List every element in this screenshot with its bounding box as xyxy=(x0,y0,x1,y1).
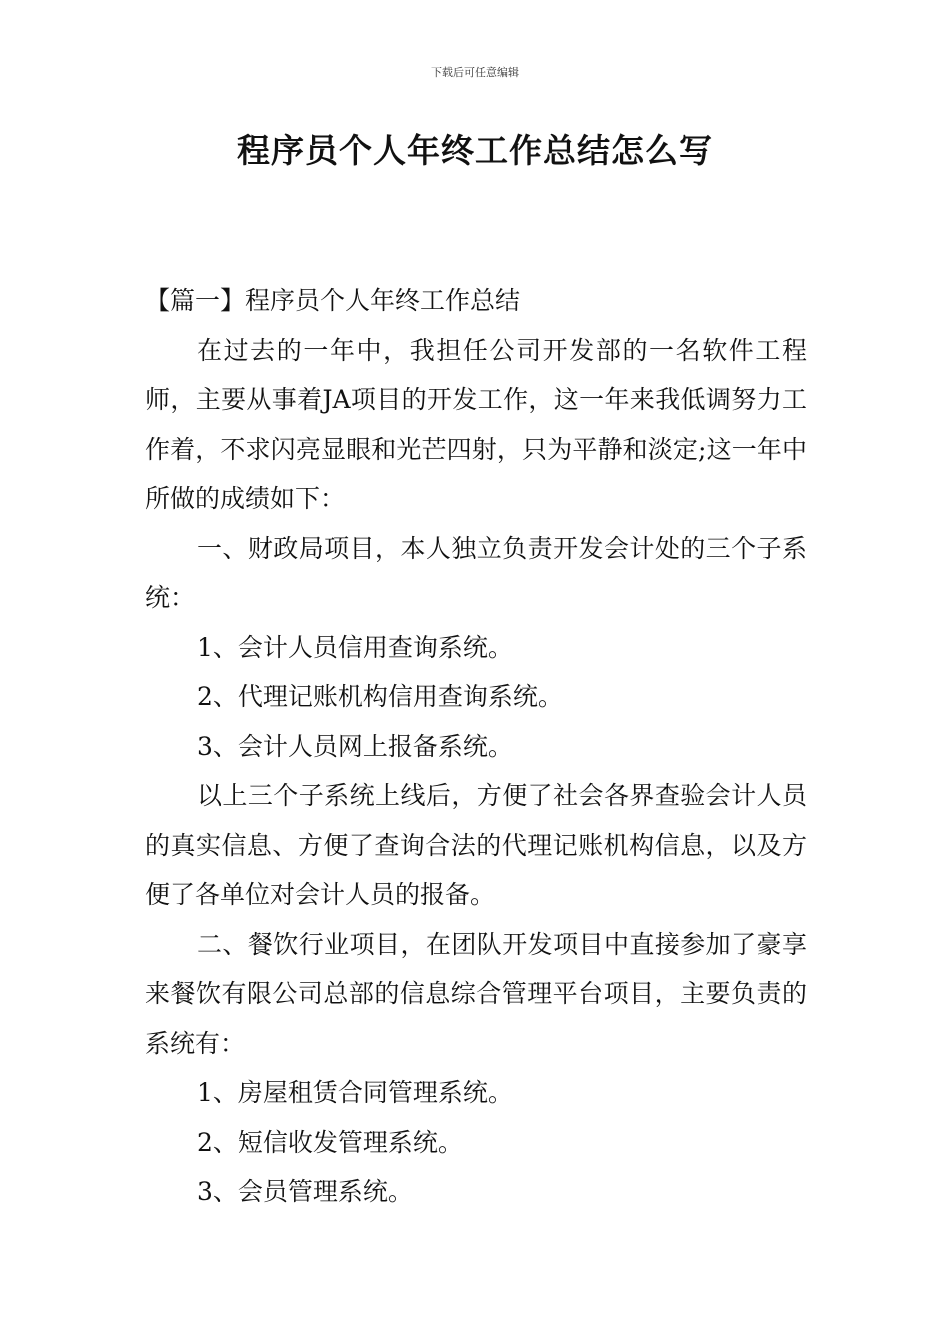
list-item: 2、短信收发管理系统。 xyxy=(197,1127,463,1157)
body-paragraph: 二、餐饮行业项目，在团队开发项目中直接参加了豪享来餐饮有限公司总部的信息综合管理平台项目，主要负责的系统有： xyxy=(145,929,807,1058)
list-item: 3、会员管理系统。 xyxy=(197,1177,413,1206)
document-body xyxy=(145,276,807,1217)
list-item: 1、会计人员信用查询系统。 xyxy=(197,632,513,662)
body-paragraph: 在过去的一年中，我担任公司开发部的一名软件工程师，主要从事着JA项目的开发工作，这一年来我低调努力工作着，不求闪亮显眼和光芒四射，只为平静和淡定;这一年中所做的成绩如下： xyxy=(145,335,807,513)
body-paragraph: 以上三个子系统上线后，方便了社会各界查验会计人员的真实信息、方便了查询合法的代理记账机构信息，以及方便了各单位对会计人员的报备。 xyxy=(145,781,807,909)
body-paragraph: 一、财政局项目，本人独立负责开发会计处的三个子系统： xyxy=(145,533,807,612)
list-item: 1、房屋租赁合同管理系统。 xyxy=(197,1078,513,1107)
list-item: 3、会计人员网上报备系统。 xyxy=(197,731,513,761)
list-item: 2、代理记账机构信用查询系统。 xyxy=(197,682,563,711)
download-note: 下载后可任意编辑 xyxy=(431,66,519,79)
section-heading: 【篇一】程序员个人年终工作总结 xyxy=(145,286,521,315)
document-title: 程序员个人年终工作总结怎么写 xyxy=(237,131,713,170)
